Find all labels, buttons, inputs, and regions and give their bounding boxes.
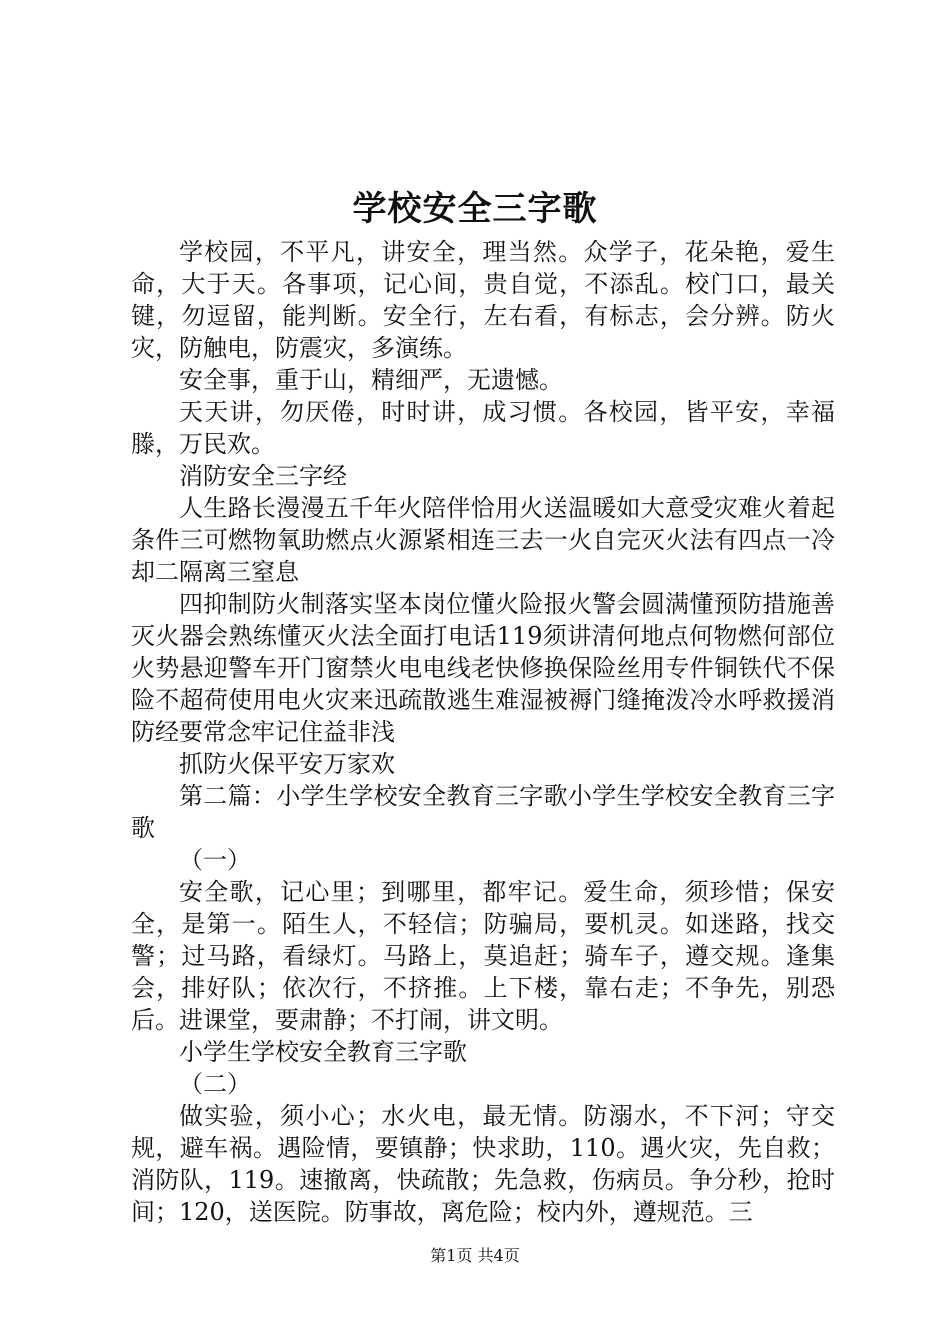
paragraph-part-two: 做实验，须小心；水火电，最无情。防溺水，不下河；守交规，避车祸。遇险情，要镇静；快求助，110。遇火灾，先自救；消防队，119。速撤离，快疏散；先急救，伤病员。争分秒，抢时间；120，送医院。防事故，离危险；校内外，遵规范。三 [131,1102,835,1226]
section-heading-fire-safety: 消防安全三字经 [179,462,347,490]
section-heading-chapter-two: 第二篇：小学生学校安全教育三字歌小学生学校安全教育三字歌 [131,782,835,842]
paragraph-fire-closing: 抓防火保平安万家欢 [179,750,395,778]
paragraph-part-one: 安全歌，记心里；到哪里，都牢记。爱生命，须珍惜；保安全，是第一。陌生人，不轻信；防骗局，要机灵。如迷路，找交警；过马路，看绿灯。马路上，莫追赶；骑车子，遵交规。逢集会，排好队；依次行，不挤推。上下楼，靠右走；不争先，别恐后。进课堂，要肃静；不打闹，讲文明。 [131,878,835,1034]
paragraph-fire-classic-1: 人生路长漫漫五千年火陪伴恰用火送温暖如大意受灾难火着起条件三可燃物氧助燃点火源紧相连三去一火自完灭火法有四点一冷却二隔离三窒息 [131,494,835,586]
document-body [131,236,835,1228]
document-title: 学校安全三字歌 [352,189,598,229]
part-label-two: （二） [179,1070,251,1098]
part-label-one: （一） [179,846,251,874]
paragraph-fire-classic-2: 四抑制防火制落实坚本岗位懂火险报火警会圆满懂预防措施善灭火器会熟练懂灭火法全面打电话119须讲清何地点何物燃何部位火势悬迎警车开门窗禁火电电线老快修换保险丝用专件铜铁代不保险不超荷使用电火灾来迅疏散逃生难湿被褥门缝掩泼冷水呼救援消防经要常念牢记住益非浅 [131,590,835,746]
page-footer: 第1页 共4页 [430,1246,520,1265]
paragraph-daily-talk: 天天讲，勿厌倦，时时讲，成习惯。各校园，皆平安，幸福滕，万民欢。 [131,398,835,458]
paragraph-intro: 学校园，不平凡，讲安全，理当然。众学子，花朵艳，爱生命，大于天。各事项，记心间，贵自觉，不添乱。校门口，最关键，勿逗留，能判断。安全行，左右看，有标志，会分辨。防火灾，防触电，防震灾，多演练。 [131,238,835,362]
paragraph-safety-matters: 安全事，重于山，精细严，无遗憾。 [179,366,563,394]
section-heading-primary-school: 小学生学校安全教育三字歌 [179,1038,467,1066]
